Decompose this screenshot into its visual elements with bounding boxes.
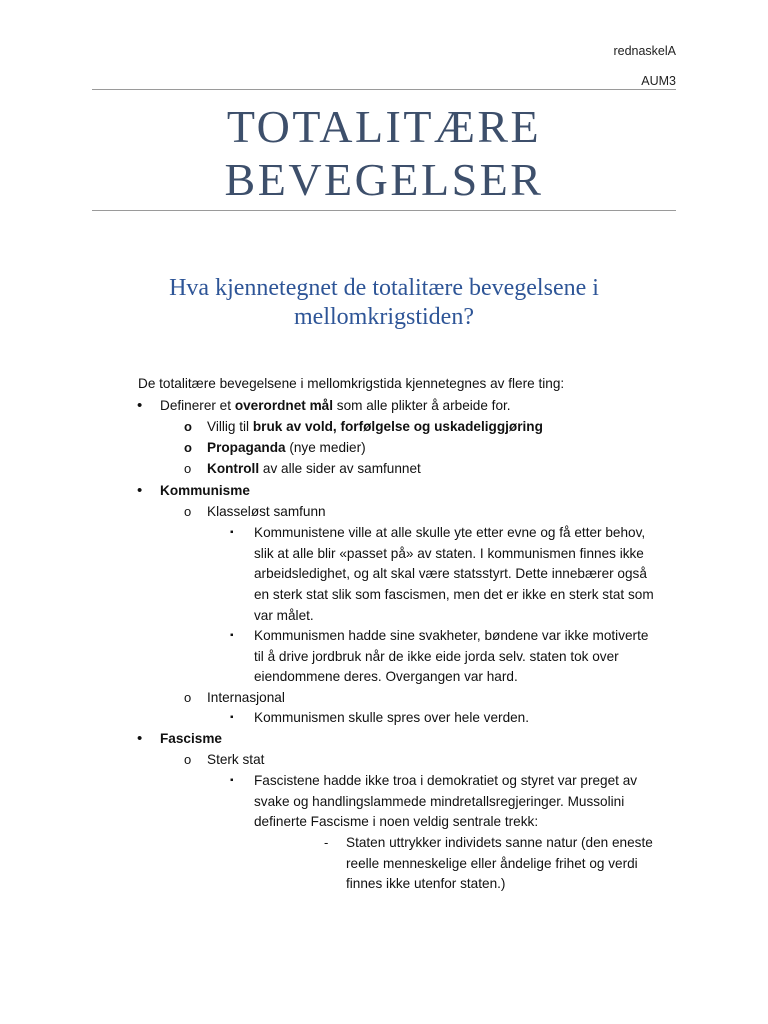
list-item-kommunisme: Kommunisme	[160, 483, 250, 498]
paragraph-international: Kommunismen skulle spres over hele verden.	[254, 710, 530, 725]
header-course: AUM3	[641, 74, 676, 88]
circle-marker: o	[184, 440, 192, 455]
square-marker: ▪	[230, 775, 234, 786]
paragraph-communism-2: Kommunismen hadde sine svakheter, bøndene var ikke motiverte til å drive jordbruk når de ikke eide jorda selv. staten tok over eiendommene deres. Overgangen var hard.	[254, 628, 649, 685]
heading-line-1: Hva kjennetegnet de totalitære bevegelsene i	[169, 275, 599, 301]
paragraph-fascism: Fascistene hadde ikke troa i demokratiet og styret var preget av svake og handlingslammede mindretallsregjeringer. Mussolini definerte Fascisme i noen veldig sentrale trekk:	[254, 773, 638, 830]
title-top-rule	[92, 89, 676, 90]
bullet-marker: •	[137, 482, 143, 499]
list-item-classless: Klasseløst samfunn	[207, 504, 326, 519]
dash-marker: -	[324, 835, 329, 850]
paragraph-communism-1: Kommunistene ville at alle skulle yte etter evne og få etter behov, slik at alle blir «passet på» av staten. I kommunismen finnes ikke arbeidsledighet, og alt skal være statsstyrt. Dette innebærer også en sterk stat slik som fascismen, men det er ikke en sterk stat som var målet.	[254, 525, 654, 623]
list-item-fascisme: Fascisme	[160, 731, 222, 746]
circle-marker: o	[184, 504, 192, 519]
list-item-propaganda: Propaganda (nye medier)	[207, 440, 366, 455]
square-marker: ▪	[230, 712, 234, 723]
title-bottom-rule	[92, 210, 676, 211]
circle-marker: o	[184, 752, 192, 767]
list-item-strong-state: Sterk stat	[207, 752, 265, 767]
document-title	[92, 100, 676, 206]
circle-marker: o	[184, 690, 192, 705]
intro-paragraph: De totalitære bevegelsene i mellomkrigstida kjennetegnes av flere ting:	[138, 376, 565, 391]
title-line-2: BEVEGELSER	[224, 154, 544, 205]
square-marker: ▪	[230, 630, 234, 641]
list-item-control: Kontroll av alle sider av samfunnet	[207, 461, 421, 476]
square-marker: ▪	[230, 527, 234, 538]
paragraph-state-nature: Staten uttrykker individets sanne natur (den eneste reelle menneskelige eller åndelige frihet og verdi finnes ikke utenfor staten.)	[346, 835, 653, 892]
list-item-violence: Villig til bruk av vold, forfølgelse og uskadeliggjøring	[207, 419, 543, 434]
bullet-marker: •	[137, 730, 143, 747]
circle-marker: o	[184, 461, 192, 476]
bullet-marker: •	[137, 397, 143, 414]
circle-marker: o	[184, 419, 192, 434]
header-author: rednaskelA	[613, 44, 676, 58]
heading-line-2: mellomkrigstiden?	[294, 304, 474, 330]
title-line-1: TOTALITÆRE	[226, 101, 542, 152]
list-item-international: Internasjonal	[207, 690, 285, 705]
section-heading	[92, 274, 676, 332]
list-item-goal: Definerer et overordnet mål som alle plikter å arbeide for.	[160, 398, 511, 413]
